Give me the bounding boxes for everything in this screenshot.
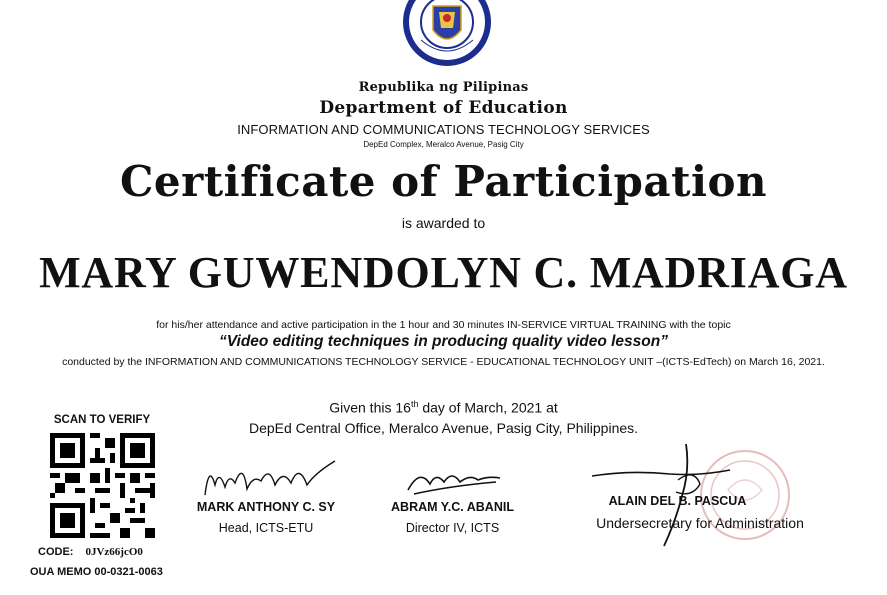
certificate-title: Certificate of Participation <box>119 157 768 206</box>
department-name: Department of Education <box>319 98 568 118</box>
signatory-3-position: Undersecretary for Administration <box>596 515 804 531</box>
conducted-line: conducted by the INFORMATION AND COMMUNICATIONS TECHNOLOGY SERVICE - EDUCATIONAL TECHNOLOGY UNIT –(ICTS-EdTech) on March 16, 2021. <box>62 356 825 368</box>
signatory-1-position: Head, ICTS-ETU <box>218 521 314 535</box>
training-topic: “Video editing techniques in producing quality video lesson” <box>219 333 668 350</box>
signature-1 <box>195 455 345 503</box>
given-prefix: Given this 16 <box>329 399 411 416</box>
scan-to-verify-label: SCAN TO VERIFY <box>53 414 151 426</box>
signatory-2-position: Director IV, ICTS <box>405 521 500 535</box>
given-place: DepEd Central Office, Meralco Avenue, Pasig City, Philippines. <box>248 419 639 436</box>
deped-seal <box>403 0 491 68</box>
qr-code[interactable] <box>50 433 155 538</box>
memo-number: OUA MEMO 00-0321-0063 <box>30 566 163 578</box>
signatory-2-name: ABRAM Y.C. ABANIL <box>391 500 514 514</box>
code-value: 0JVz66jcO0 <box>85 546 143 558</box>
awarded-to-label: is awarded to <box>401 215 486 231</box>
signatory-1-name: MARK ANTHONY C. SY <box>196 500 336 514</box>
given-ordinal: th <box>410 399 419 409</box>
office-name: INFORMATION AND COMMUNICATIONS TECHNOLOGY SERVICES <box>237 122 650 137</box>
republic-label: Republika ng Pilipinas <box>358 80 529 95</box>
code-label: CODE: <box>38 546 74 558</box>
signature-2 <box>400 460 510 498</box>
verification-code <box>38 546 143 558</box>
given-suffix: day of March, 2021 at <box>418 399 558 416</box>
office-address: DepEd Complex, Meralco Avenue, Pasig City <box>363 140 524 149</box>
purpose-line: for his/her attendance and active participation in the 1 hour and 30 minutes IN-SERVICE VIRTUAL TRAINING with the topic <box>156 319 731 331</box>
signatory-3-name: ALAIN DEL B. PASCUA <box>608 494 747 508</box>
recipient-name: MARY GUWENDOLYN C. MADRIAGA <box>39 248 848 297</box>
